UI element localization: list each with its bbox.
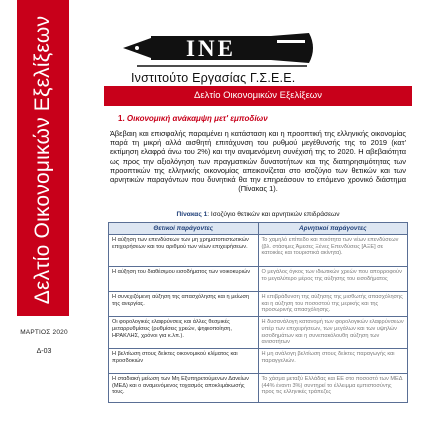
balance-table: [108, 222, 408, 403]
positive-factor-cell: Η σταδιακή μείωση των Μη Εξυπηρετούμενων Δανείων (ΜΕΔ) και ο αναμενόμενος τοχασμός αποκλιμάκωσής τους.: [109, 373, 259, 402]
negative-factor-cell: Ο μεγάλος όγκος των ιδιωτικών χρεών που απορροφούν το μεγαλύτερο μέρος της αύξησης του εισοδήματος: [258, 267, 408, 292]
table-row: [109, 292, 408, 317]
positive-factor-cell: Οι φορολογικές ελαφρύνσεις και άλλες θεσμικές μεταρρυθμίσεις (ρυθμίσεις χρεών, ψηφιοποίηση, ΗΡΑΚΛΗΣ, χρόνοι για κ.λπ.).: [109, 317, 259, 349]
table-caption-text: : Ισοζύγιο θετικών και αρνητικών επιδράσεων: [207, 211, 340, 218]
negative-factor-cell: Η επιβράδυνση της αύξησης της μισθωτής απασχόλησης και η αύξηση του ποσοστού της μερικής και της προσωρινής απασχόλησης.: [258, 292, 408, 317]
banner-title: Δελτίο Οικονομικών Εξελίξεων: [31, 15, 54, 305]
fountain-pen-logo-icon: [117, 22, 327, 74]
table-row: [109, 235, 408, 267]
section-header-band: Δελτίο Οικονομικών Εξελίξεων: [104, 86, 412, 106]
table-row: [109, 348, 408, 373]
issue-number: Δ-03: [36, 348, 52, 355]
negative-factor-cell: Η δυσανάλογη κατανομή των φορολογικών ελαφρύνσεων υπέρ των επιχειρήσεων, των μεγάλων και των υψηλών εισοδημάτων και η συνεπακόλουθη αύξηση των ανισοτήτων: [258, 317, 408, 349]
negative-factors-header: Αρνητικοί παράγοντες: [258, 223, 408, 235]
section-number: 1.: [118, 114, 125, 123]
negative-factor-cell: Η μη ανάλογη βελτίωση στους δείκτες παραγωγής και παραγγελιών.: [258, 348, 408, 373]
table-row: [109, 373, 408, 402]
positive-factor-cell: Η αύξηση του διαθέσιμου εισοδήματος των νοικοκυριών: [109, 267, 259, 292]
positive-factors-header: Θετικοί παράγοντες: [109, 223, 259, 235]
table-caption-label: Πίνακας 1: [176, 211, 208, 218]
table-row: [109, 267, 408, 292]
negative-factor-cell: Το χαμηλό επίπεδο και ποιότητα των νέων επενδύσεων (βλ. στάσιμες Άμεσες Ξένες Επενδύσεις [ΑΞΕ] σε κατοικίες και τουριστικά ακίνητα).: [258, 235, 408, 267]
table-row: [109, 317, 408, 349]
negative-factor-cell: Το χάσμα μεταξύ Ελλάδας και ΕΕ στο ποσοστό των ΜΕΔ (44% έναντι 3%) συντηρεί το έλλειμμα εμπιστοσύνης προς τις ελληνικές τράπεζες: [258, 373, 408, 402]
logo-acronym: ΙΝΕ: [186, 36, 236, 61]
positive-factor-cell: Η συνεχιζόμενη αύξηση της απασχόλησης και η μείωση της ανεργίας.: [109, 292, 259, 317]
issue-date: ΜΑΡΤΙΟΣ 2020: [20, 329, 68, 336]
table-header-row: [109, 223, 408, 235]
section-title: Οικονομική ανάκαμψη μετ' εμποδίων: [126, 114, 268, 123]
positive-factor-cell: Η αύξηση των επενδύσεων των μη χρηματοπιστωτικών επιχειρήσεων και του αριθμού των νέων επιχειρήσεων.: [109, 235, 259, 267]
ine-logo: [117, 22, 327, 92]
positive-factor-cell: Η βελτίωση στους δείκτες οικονομικού κλίματος και προσδοκιών: [109, 348, 259, 373]
table-caption: [110, 211, 406, 218]
section-heading: [118, 114, 268, 123]
intro-paragraph: Άβεβαιη και επισφαλής παραμένει η κατάσταση και η προοπτική της ελληνικής οικονομίας παρά τη μικρή αλλά αισθητή επιτάχυνση του ρυθμού μεγέθυνσής της το 2019 (κατ' εκτίμηση ελαφρά άνω του 2%) και την αναμενόμενη συνέχισή της το 2020. Η αβεβαιότητα ως προς την αξιολόγηση των πραγματικών δυνατοτήτων και της διατηρησιμότητας των προοπτικών της ελληνικής οικονομίας απεικονίζεται στο ισοζύγιο των θετικών και των αρνητικών παραγόντων που δυνητικά θα την επηρεάσουν το επόμενο χρονικό διάστημα (Πίνακας 1).: [110, 129, 406, 194]
logo-institute-name: Ινστιτούτο Εργασίας Γ.Σ.Ε.Ε.: [131, 71, 296, 85]
